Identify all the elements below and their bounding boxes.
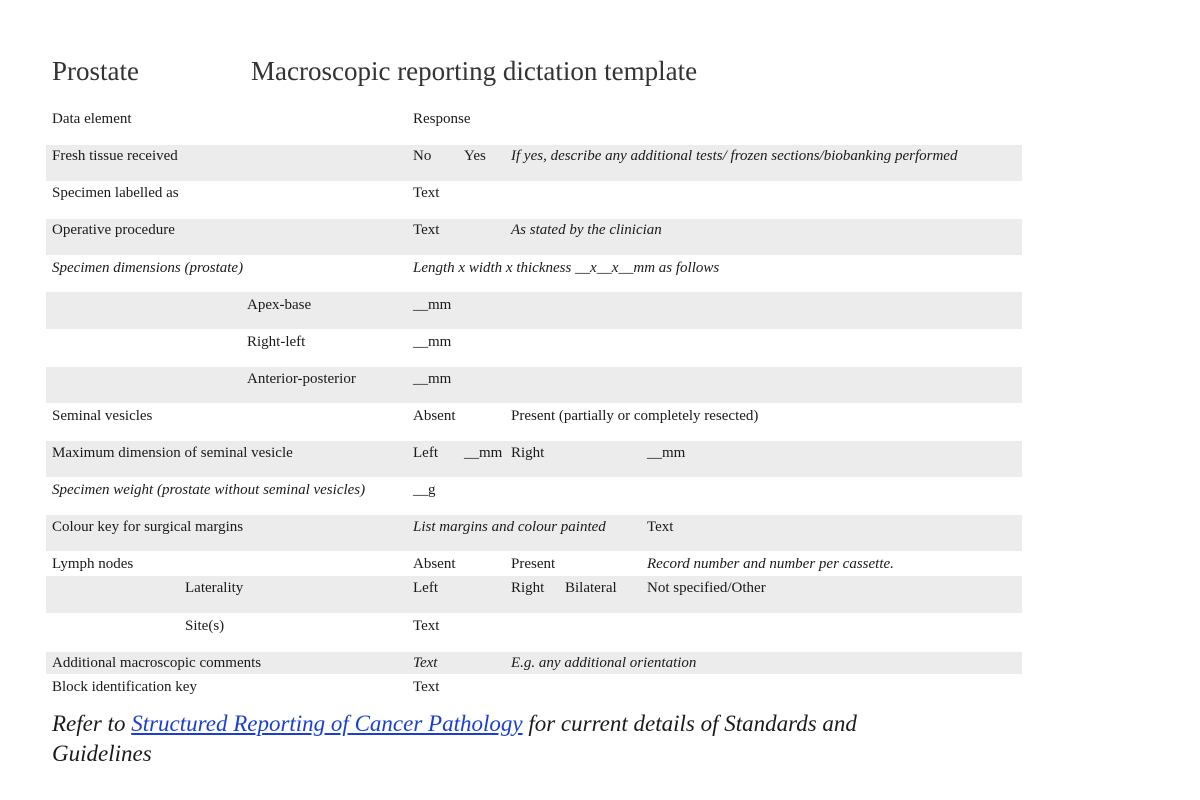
fresh-tissue-no: No xyxy=(413,148,432,164)
laterality-not-specified: Not specified/Other xyxy=(647,580,766,596)
specimen-dimensions-response: Length x width x thickness __x__x__mm as follows xyxy=(413,260,720,276)
colour-key-label: Colour key for surgical margins xyxy=(52,519,244,535)
lymph-nodes-present: Present xyxy=(511,556,556,572)
specimen-labelled-label: Specimen labelled as xyxy=(52,185,179,201)
fresh-tissue-yes: Yes xyxy=(464,148,486,164)
structured-reporting-link[interactable]: Structured Reporting of Cancer Pathology xyxy=(131,711,523,736)
specimen-weight-label: Specimen weight (prostate without seminal vesicles) xyxy=(52,482,366,498)
lymph-nodes-note: Record number and number per cassette. xyxy=(647,556,894,572)
anterior-posterior-response: __mm xyxy=(413,371,452,387)
max-dimension-right-value: __mm xyxy=(647,445,686,461)
sites-label: Site(s) xyxy=(185,618,225,634)
apex-base-label: Apex-base xyxy=(247,297,312,313)
laterality-bilateral: Bilateral xyxy=(565,580,617,596)
specimen-dimensions-label: Specimen dimensions (prostate) xyxy=(52,260,244,276)
sites-response: Text xyxy=(413,618,440,634)
apex-base-response: __mm xyxy=(413,297,452,313)
seminal-vesicles-label: Seminal vesicles xyxy=(52,408,153,424)
footer-line-1 xyxy=(52,709,857,739)
organ-title: Prostate xyxy=(52,56,139,86)
laterality-label: Laterality xyxy=(185,580,244,596)
operative-procedure-response: Text xyxy=(413,222,440,238)
operative-procedure-label: Operative procedure xyxy=(52,222,175,238)
lymph-nodes-label: Lymph nodes xyxy=(52,556,134,572)
max-dimension-label: Maximum dimension of seminal vesicle xyxy=(52,445,293,461)
anterior-posterior-label: Anterior-posterior xyxy=(247,371,356,387)
max-dimension-right: Right xyxy=(511,445,545,461)
seminal-vesicles-present: Present (partially or completely resected) xyxy=(511,408,759,424)
footer-prefix: Refer to xyxy=(52,711,126,736)
fresh-tissue-note: If yes, describe any additional tests/ frozen sections/biobanking performed xyxy=(511,148,958,164)
specimen-labelled-response: Text xyxy=(413,185,440,201)
header-data-element: Data element xyxy=(52,111,132,127)
block-key-response: Text xyxy=(413,679,440,695)
footer-suffix: for current details of Standards and xyxy=(528,711,857,736)
laterality-right: Right xyxy=(511,580,545,596)
additional-comments-response: Text xyxy=(413,655,438,671)
colour-key-response: Text xyxy=(647,519,674,535)
specimen-weight-response: __g xyxy=(413,482,436,498)
right-left-label: Right-left xyxy=(247,334,306,350)
row-band-apex xyxy=(46,292,1022,329)
right-left-response: __mm xyxy=(413,334,452,350)
laterality-left: Left xyxy=(413,580,438,596)
header-response: Response xyxy=(413,111,471,127)
additional-comments-label: Additional macroscopic comments xyxy=(52,655,262,671)
operative-procedure-note: As stated by the clinician xyxy=(511,222,662,238)
lymph-nodes-absent: Absent xyxy=(413,556,456,572)
footer-line-2: Guidelines xyxy=(52,741,152,766)
page-title: Macroscopic reporting dictation template xyxy=(251,56,698,86)
fresh-tissue-label: Fresh tissue received xyxy=(52,148,178,164)
block-key-label: Block identification key xyxy=(52,679,197,695)
colour-key-note: List margins and colour painted xyxy=(413,519,606,535)
max-dimension-left-value: __mm xyxy=(464,445,503,461)
seminal-vesicles-absent: Absent xyxy=(413,408,456,424)
row-band-antpost xyxy=(46,367,1022,403)
additional-comments-note: E.g. any additional orientation xyxy=(511,655,697,671)
max-dimension-left: Left xyxy=(413,445,438,461)
